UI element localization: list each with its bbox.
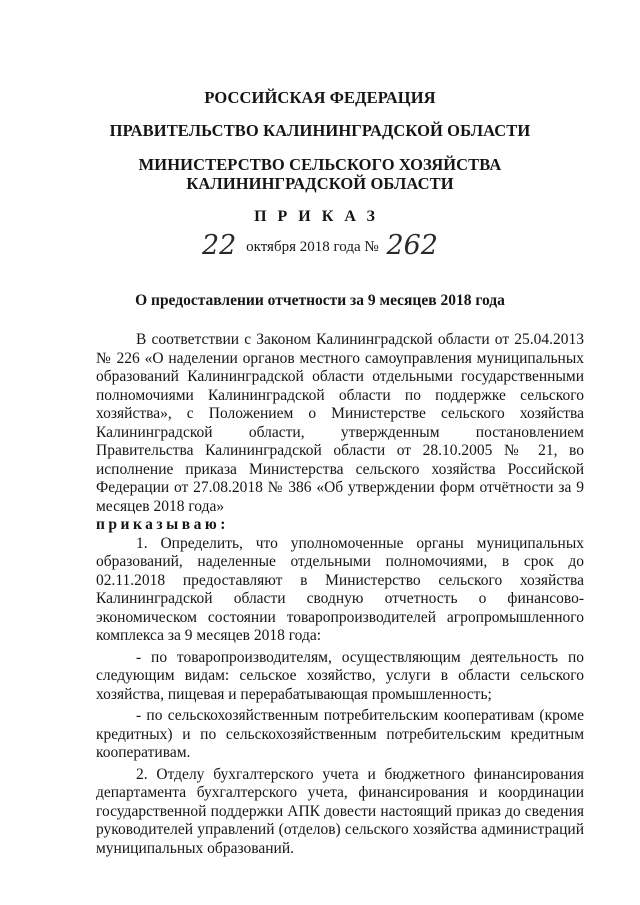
order-word-paragraph (96, 516, 584, 535)
handwritten-day: 22 (202, 230, 237, 261)
handwritten-number: 262 (386, 230, 438, 261)
item-2-paragraph: 2. Отделу бухгалтерского учета и бюджетного финансирования департамента бухгалтерского учета, финансирования и координации государственной поддержки АПК довести настоящий приказ до сведения руководителей управлений (отделов) сельского хозяйства администраций муниципальных образований. (96, 765, 584, 857)
document-type-title: ПРИКАЗ (254, 208, 386, 225)
header-federation: РОССИЙСКАЯ ФЕДЕРАЦИЯ (204, 88, 436, 107)
date-line (0, 230, 640, 264)
header-government: ПРАВИТЕЛЬСТВО КАЛИНИНГРАДСКОЙ ОБЛАСТИ (109, 121, 531, 140)
item-1-paragraph: 1. Определить, что уполномоченные органы муниципальных образований, наделенные отдельными полномочиями, в срок до 02.11.2018 предоставляют в Министерство сельского хозяйства Калининградской области сводную отчетность о финансово-экономическом состоянии товаропроизводителей агропромышленного комплекса за 9 месяцев 2018 года: (96, 534, 584, 644)
header-ministry-line1: МИНИСТЕРСТВО СЕЛЬСКОГО ХОЗЯЙСТВА (138, 155, 502, 174)
order-subject: О предоставлении отчетности за 9 месяцев 2018 года (135, 292, 505, 309)
date-text: октября 2018 года № (246, 239, 379, 255)
item-1b-paragraph: - по сельскохозяйственным потребительским кооперативам (кроме кредитных) и по сельскохозяйственным потребительским кредитным кооперативам. (96, 707, 584, 761)
order-word: приказываю: (96, 516, 229, 533)
item-1a-paragraph: - по товаропроизводителям, осуществляющим деятельность по следующим видам: сельское хозяйство, услуги в области сельского хозяйства, пищевая и перерабатывающая промышленность; (96, 648, 584, 703)
preamble-paragraph: В соответствии с Законом Калининградской области от 25.04.2013 № 226 «О наделении органов местного самоуправления муниципальных образований Калининградской области отдельными государственными полномочиями Калининградской области по поддержке сельского хозяйства», с Положением о Министерстве сельского хозяйства Калининградской области, утвержденным постановлением Правительства Калининградской области от 28.10.2005 № 21, во исполнение приказа Министерства сельского хозяйства Российской Федерации от 27.08.2018 № 386 «Об утверждении форм отчётности за 9 месяцев 2018 года» (96, 331, 584, 515)
header-ministry-line2: КАЛИНИНГРАДСКОЙ ОБЛАСТИ (186, 174, 454, 193)
order-body (96, 331, 584, 858)
